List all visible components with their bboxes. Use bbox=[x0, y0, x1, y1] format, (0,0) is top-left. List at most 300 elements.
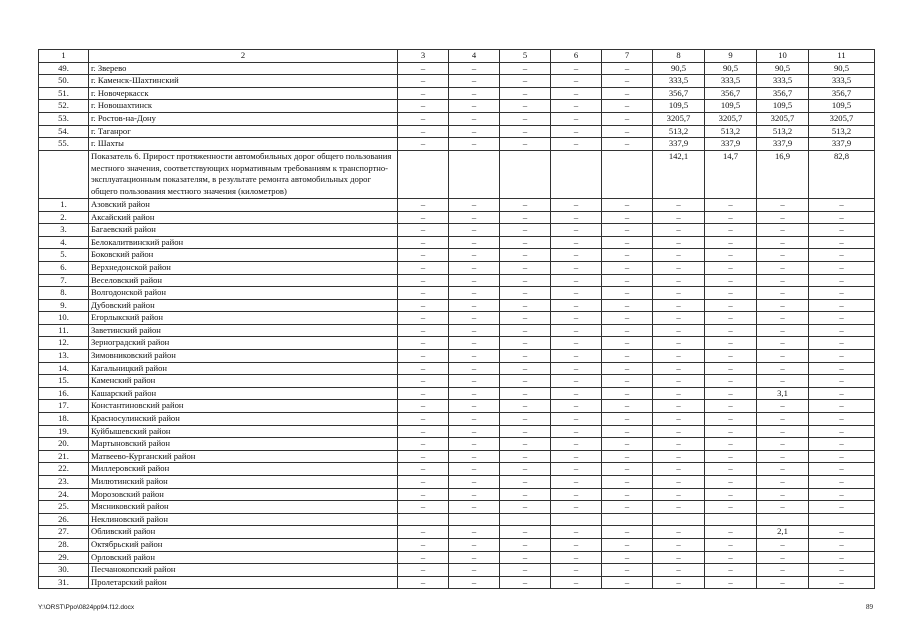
row-value: – bbox=[551, 324, 602, 337]
row-value: – bbox=[602, 538, 653, 551]
row-value: – bbox=[809, 224, 875, 237]
row-value: – bbox=[398, 463, 449, 476]
table-row bbox=[39, 87, 875, 100]
row-number: 30. bbox=[39, 564, 89, 577]
row-value: – bbox=[602, 362, 653, 375]
row-value: – bbox=[398, 274, 449, 287]
row-value: – bbox=[757, 362, 809, 375]
row-value: – bbox=[809, 551, 875, 564]
row-value: – bbox=[705, 312, 757, 325]
row-name: Зимовниковский район bbox=[89, 350, 398, 363]
row-value: – bbox=[449, 312, 500, 325]
row-value: – bbox=[705, 362, 757, 375]
indicator-value bbox=[602, 150, 653, 198]
indicator-row bbox=[39, 150, 875, 198]
row-value: – bbox=[809, 236, 875, 249]
row-value: – bbox=[705, 400, 757, 413]
row-value: – bbox=[398, 425, 449, 438]
row-value: – bbox=[449, 488, 500, 501]
row-value: – bbox=[449, 450, 500, 463]
column-header: 4 bbox=[449, 50, 500, 63]
row-value: – bbox=[398, 87, 449, 100]
row-name: г. Каменск-Шахтинский bbox=[89, 75, 398, 88]
row-name: Мясниковский район bbox=[89, 501, 398, 514]
row-number: 13. bbox=[39, 350, 89, 363]
row-value: 333,5 bbox=[653, 75, 705, 88]
row-value: – bbox=[500, 438, 551, 451]
row-name: г. Новошахтинск bbox=[89, 100, 398, 113]
row-value: – bbox=[757, 236, 809, 249]
row-value: – bbox=[809, 501, 875, 514]
row-value: – bbox=[809, 450, 875, 463]
row-value: – bbox=[653, 249, 705, 262]
row-value: – bbox=[602, 387, 653, 400]
row-number: 8. bbox=[39, 287, 89, 300]
row-value: – bbox=[500, 375, 551, 388]
row-value: – bbox=[500, 538, 551, 551]
row-value: – bbox=[398, 413, 449, 426]
column-header: 6 bbox=[551, 50, 602, 63]
row-value: – bbox=[551, 198, 602, 211]
row-value: – bbox=[602, 350, 653, 363]
column-header: 5 bbox=[500, 50, 551, 63]
row-value: 356,7 bbox=[705, 87, 757, 100]
row-value: – bbox=[551, 125, 602, 138]
row-value: – bbox=[757, 198, 809, 211]
row-number: 16. bbox=[39, 387, 89, 400]
row-name: Куйбышевский район bbox=[89, 425, 398, 438]
table-row bbox=[39, 513, 875, 526]
row-value: – bbox=[602, 249, 653, 262]
row-value: – bbox=[398, 400, 449, 413]
row-name: Боковский район bbox=[89, 249, 398, 262]
row-value: – bbox=[398, 564, 449, 577]
row-value: – bbox=[398, 526, 449, 539]
row-value: – bbox=[705, 261, 757, 274]
row-value: – bbox=[757, 211, 809, 224]
row-value: – bbox=[602, 526, 653, 539]
footer-file-path: Y:\ORST\Ppo\0824pp94.f12.docx bbox=[38, 604, 135, 611]
table-row bbox=[39, 400, 875, 413]
row-value: – bbox=[653, 400, 705, 413]
row-name: Верхнедонской район bbox=[89, 261, 398, 274]
row-value: – bbox=[449, 62, 500, 75]
row-value: – bbox=[809, 249, 875, 262]
row-value: – bbox=[705, 249, 757, 262]
row-value: – bbox=[757, 337, 809, 350]
table-row bbox=[39, 112, 875, 125]
table-row bbox=[39, 488, 875, 501]
table-row bbox=[39, 413, 875, 426]
row-value: – bbox=[551, 564, 602, 577]
row-name: Волгодонской район bbox=[89, 287, 398, 300]
row-number: 9. bbox=[39, 299, 89, 312]
row-value: – bbox=[449, 501, 500, 514]
row-value: – bbox=[449, 387, 500, 400]
row-value: – bbox=[653, 350, 705, 363]
row-number: 1. bbox=[39, 198, 89, 211]
row-value: – bbox=[398, 299, 449, 312]
row-value: – bbox=[551, 375, 602, 388]
row-value: – bbox=[500, 287, 551, 300]
row-number: 21. bbox=[39, 450, 89, 463]
row-value: – bbox=[500, 138, 551, 151]
row-value: 356,7 bbox=[757, 87, 809, 100]
row-value: – bbox=[809, 564, 875, 577]
row-value: – bbox=[398, 501, 449, 514]
row-value: – bbox=[551, 476, 602, 489]
row-value: – bbox=[602, 261, 653, 274]
row-value: – bbox=[551, 387, 602, 400]
row-value: – bbox=[705, 299, 757, 312]
row-value: – bbox=[398, 337, 449, 350]
row-value bbox=[653, 513, 705, 526]
row-number: 15. bbox=[39, 375, 89, 388]
row-value: – bbox=[449, 287, 500, 300]
row-name: Азовский район bbox=[89, 198, 398, 211]
row-value: – bbox=[500, 299, 551, 312]
row-number: 3. bbox=[39, 224, 89, 237]
row-value: – bbox=[809, 488, 875, 501]
row-number: 49. bbox=[39, 62, 89, 75]
row-value: – bbox=[602, 425, 653, 438]
row-number: 14. bbox=[39, 362, 89, 375]
row-value: – bbox=[602, 564, 653, 577]
row-value: – bbox=[757, 350, 809, 363]
row-value: – bbox=[500, 400, 551, 413]
row-name: Октябрьский район bbox=[89, 538, 398, 551]
row-value: – bbox=[757, 413, 809, 426]
row-value: – bbox=[551, 287, 602, 300]
row-value: – bbox=[500, 62, 551, 75]
row-value: – bbox=[757, 576, 809, 589]
row-value: – bbox=[449, 425, 500, 438]
row-value: – bbox=[653, 450, 705, 463]
row-value: – bbox=[398, 476, 449, 489]
table-row bbox=[39, 450, 875, 463]
row-value: – bbox=[500, 337, 551, 350]
table-row bbox=[39, 125, 875, 138]
row-name: Константиновский район bbox=[89, 400, 398, 413]
table-row bbox=[39, 287, 875, 300]
row-value: – bbox=[398, 438, 449, 451]
row-value: – bbox=[705, 324, 757, 337]
row-value: – bbox=[500, 324, 551, 337]
row-value: – bbox=[500, 224, 551, 237]
row-value: – bbox=[653, 488, 705, 501]
row-value: – bbox=[653, 425, 705, 438]
row-value: – bbox=[757, 425, 809, 438]
row-value: – bbox=[653, 261, 705, 274]
row-value: – bbox=[551, 425, 602, 438]
row-value: – bbox=[653, 476, 705, 489]
row-value: – bbox=[809, 375, 875, 388]
row-value: – bbox=[809, 438, 875, 451]
row-value: – bbox=[449, 538, 500, 551]
column-header: 8 bbox=[653, 50, 705, 63]
row-value: – bbox=[757, 274, 809, 287]
row-value: 2,1 bbox=[757, 526, 809, 539]
indicator-value bbox=[398, 150, 449, 198]
row-value: – bbox=[449, 224, 500, 237]
row-value: – bbox=[551, 501, 602, 514]
row-value: – bbox=[653, 526, 705, 539]
row-value: – bbox=[602, 112, 653, 125]
row-number: 22. bbox=[39, 463, 89, 476]
row-value: – bbox=[398, 62, 449, 75]
row-value: – bbox=[809, 476, 875, 489]
row-value: – bbox=[500, 249, 551, 262]
row-value bbox=[551, 513, 602, 526]
column-header: 10 bbox=[757, 50, 809, 63]
row-value: – bbox=[809, 463, 875, 476]
row-value: – bbox=[449, 324, 500, 337]
row-value: – bbox=[398, 312, 449, 325]
row-value: – bbox=[809, 274, 875, 287]
row-value: – bbox=[705, 413, 757, 426]
row-value: – bbox=[449, 438, 500, 451]
row-value: 3205,7 bbox=[653, 112, 705, 125]
row-value: – bbox=[653, 274, 705, 287]
row-value bbox=[449, 513, 500, 526]
row-name: г. Ростов-на-Дону bbox=[89, 112, 398, 125]
row-value: – bbox=[551, 526, 602, 539]
row-value: – bbox=[551, 100, 602, 113]
table-row bbox=[39, 526, 875, 539]
row-value: – bbox=[449, 198, 500, 211]
row-value: 3,1 bbox=[757, 387, 809, 400]
header-row bbox=[39, 50, 875, 63]
row-name: Кагальницкий район bbox=[89, 362, 398, 375]
row-number: 11. bbox=[39, 324, 89, 337]
row-name: Миллеровский район bbox=[89, 463, 398, 476]
row-value: – bbox=[398, 576, 449, 589]
table-row bbox=[39, 438, 875, 451]
row-value: – bbox=[757, 287, 809, 300]
row-value: – bbox=[551, 337, 602, 350]
row-value: – bbox=[398, 249, 449, 262]
row-value: – bbox=[653, 299, 705, 312]
row-value: – bbox=[602, 476, 653, 489]
table-row bbox=[39, 274, 875, 287]
row-value: – bbox=[705, 501, 757, 514]
row-value: 337,9 bbox=[757, 138, 809, 151]
row-value: – bbox=[551, 138, 602, 151]
row-number: 31. bbox=[39, 576, 89, 589]
row-value: – bbox=[602, 87, 653, 100]
row-value: – bbox=[705, 488, 757, 501]
row-value: 90,5 bbox=[809, 62, 875, 75]
row-value: – bbox=[449, 362, 500, 375]
row-value bbox=[602, 513, 653, 526]
row-value: – bbox=[398, 75, 449, 88]
row-value: 109,5 bbox=[705, 100, 757, 113]
row-value: – bbox=[551, 112, 602, 125]
row-value: 337,9 bbox=[809, 138, 875, 151]
row-name: г. Новочеркасск bbox=[89, 87, 398, 100]
row-value: – bbox=[449, 261, 500, 274]
row-value: – bbox=[809, 425, 875, 438]
row-value bbox=[809, 513, 875, 526]
row-value: – bbox=[500, 211, 551, 224]
row-number: 29. bbox=[39, 551, 89, 564]
row-value bbox=[757, 513, 809, 526]
row-value: – bbox=[653, 324, 705, 337]
row-value: – bbox=[398, 350, 449, 363]
row-value: 109,5 bbox=[809, 100, 875, 113]
indicator-value: 142,1 bbox=[653, 150, 705, 198]
row-number: 7. bbox=[39, 274, 89, 287]
row-value: – bbox=[551, 463, 602, 476]
row-value: – bbox=[653, 211, 705, 224]
table-row bbox=[39, 576, 875, 589]
row-value: – bbox=[705, 463, 757, 476]
row-number: 23. bbox=[39, 476, 89, 489]
table-row bbox=[39, 564, 875, 577]
indicator-value: 14,7 bbox=[705, 150, 757, 198]
row-value: – bbox=[809, 324, 875, 337]
row-value: – bbox=[602, 413, 653, 426]
indicator-value: 82,8 bbox=[809, 150, 875, 198]
row-value: – bbox=[500, 112, 551, 125]
footer-page-number: 89 bbox=[866, 603, 873, 611]
row-value: – bbox=[500, 425, 551, 438]
row-value: – bbox=[602, 501, 653, 514]
row-value: 513,2 bbox=[653, 125, 705, 138]
row-value: – bbox=[551, 312, 602, 325]
row-value: – bbox=[551, 538, 602, 551]
row-value: – bbox=[705, 387, 757, 400]
row-value: – bbox=[809, 387, 875, 400]
row-number: 6. bbox=[39, 261, 89, 274]
row-value: – bbox=[602, 400, 653, 413]
row-value: – bbox=[500, 75, 551, 88]
row-number: 4. bbox=[39, 236, 89, 249]
row-value: – bbox=[757, 249, 809, 262]
row-name: Кашарский район bbox=[89, 387, 398, 400]
row-name: Белокалитвинский район bbox=[89, 236, 398, 249]
row-value: – bbox=[705, 211, 757, 224]
row-value bbox=[705, 513, 757, 526]
data-table bbox=[38, 49, 875, 589]
row-number: 2. bbox=[39, 211, 89, 224]
row-value: – bbox=[602, 551, 653, 564]
row-value: – bbox=[757, 400, 809, 413]
row-value: – bbox=[705, 350, 757, 363]
row-value: – bbox=[551, 87, 602, 100]
row-value: – bbox=[757, 488, 809, 501]
row-value: – bbox=[653, 287, 705, 300]
row-value: 90,5 bbox=[705, 62, 757, 75]
table-row bbox=[39, 463, 875, 476]
row-name: Аксайский район bbox=[89, 211, 398, 224]
row-value: – bbox=[602, 299, 653, 312]
row-value: – bbox=[551, 350, 602, 363]
row-value: – bbox=[602, 463, 653, 476]
row-value: – bbox=[398, 450, 449, 463]
row-value: – bbox=[449, 138, 500, 151]
row-number: 52. bbox=[39, 100, 89, 113]
table-row bbox=[39, 324, 875, 337]
row-value: – bbox=[500, 261, 551, 274]
row-value: – bbox=[500, 450, 551, 463]
row-name: Заветинский район bbox=[89, 324, 398, 337]
row-value: – bbox=[809, 413, 875, 426]
row-name: Красносулинский район bbox=[89, 413, 398, 426]
row-value: – bbox=[398, 112, 449, 125]
row-value: – bbox=[449, 476, 500, 489]
row-value: – bbox=[809, 350, 875, 363]
row-value: – bbox=[398, 551, 449, 564]
row-value: – bbox=[449, 100, 500, 113]
row-value: – bbox=[705, 287, 757, 300]
row-value: 337,9 bbox=[653, 138, 705, 151]
row-value: 333,5 bbox=[705, 75, 757, 88]
table-row bbox=[39, 350, 875, 363]
row-name: Пролетарский район bbox=[89, 576, 398, 589]
row-value: – bbox=[705, 564, 757, 577]
row-value: – bbox=[653, 576, 705, 589]
table-row bbox=[39, 375, 875, 388]
row-value: – bbox=[398, 324, 449, 337]
row-value: – bbox=[809, 312, 875, 325]
row-value: – bbox=[398, 261, 449, 274]
row-value: – bbox=[653, 312, 705, 325]
row-value: – bbox=[653, 501, 705, 514]
row-value: – bbox=[602, 312, 653, 325]
row-value: – bbox=[757, 450, 809, 463]
table-row bbox=[39, 425, 875, 438]
row-value: – bbox=[551, 274, 602, 287]
row-value: – bbox=[551, 62, 602, 75]
table-row bbox=[39, 100, 875, 113]
row-value: – bbox=[500, 551, 551, 564]
row-value: – bbox=[757, 224, 809, 237]
row-value: – bbox=[551, 75, 602, 88]
row-value: 90,5 bbox=[653, 62, 705, 75]
row-value: – bbox=[551, 450, 602, 463]
row-value: – bbox=[449, 274, 500, 287]
row-name: Морозовский район bbox=[89, 488, 398, 501]
row-value: – bbox=[809, 299, 875, 312]
row-number: 20. bbox=[39, 438, 89, 451]
row-value: – bbox=[653, 413, 705, 426]
row-value: – bbox=[500, 312, 551, 325]
row-value: 513,2 bbox=[809, 125, 875, 138]
row-value: – bbox=[602, 198, 653, 211]
row-value: – bbox=[757, 299, 809, 312]
row-value: – bbox=[500, 576, 551, 589]
row-value: – bbox=[500, 501, 551, 514]
table-row bbox=[39, 538, 875, 551]
row-number: 54. bbox=[39, 125, 89, 138]
row-value: – bbox=[551, 261, 602, 274]
row-name: Веселовский район bbox=[89, 274, 398, 287]
row-value: – bbox=[398, 138, 449, 151]
row-value: – bbox=[602, 274, 653, 287]
row-value: – bbox=[551, 249, 602, 262]
row-name: Багаевский район bbox=[89, 224, 398, 237]
row-value: – bbox=[449, 236, 500, 249]
row-value: – bbox=[500, 125, 551, 138]
row-value: – bbox=[449, 375, 500, 388]
row-value: – bbox=[398, 362, 449, 375]
table-row bbox=[39, 75, 875, 88]
indicator-value bbox=[551, 150, 602, 198]
row-value: – bbox=[500, 362, 551, 375]
row-value: – bbox=[809, 526, 875, 539]
row-value: – bbox=[757, 261, 809, 274]
